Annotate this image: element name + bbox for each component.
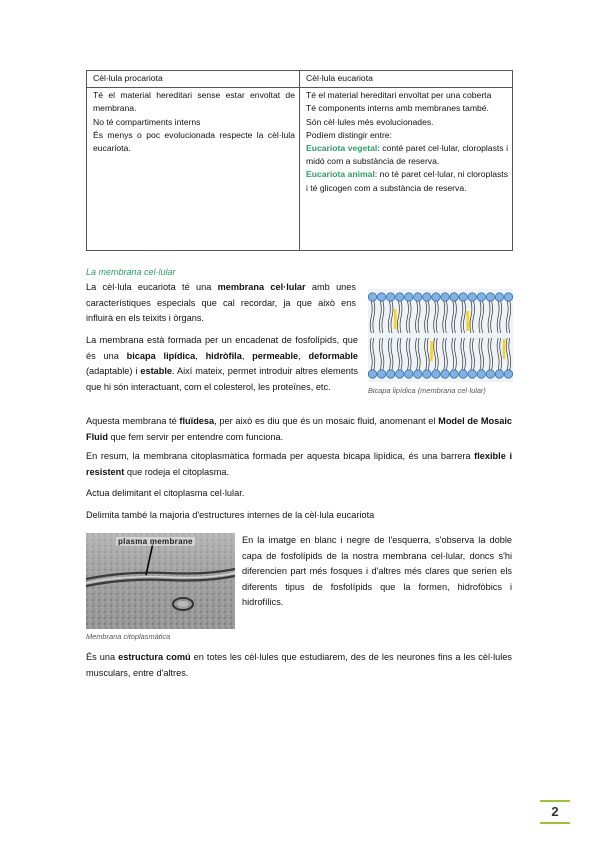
page-number-bar-bottom [540,822,570,824]
p2-text: , [298,350,309,361]
p3-text: que fem servir per entendre com funciona. [107,431,284,442]
phospholipid-head [477,370,485,378]
phospholipid-head [405,370,413,378]
paragraph-7: En la imatge en blanc i negre de l'esquerra, s'observa la doble capa de fosfolípids de la nostra membrana cel·lular, doncs s'hi diferencien part més fosques i d'altres més clares que serien els diferents tipus de fosfolípids que la formen, hidrofòbics i hidrofílics. [242,535,512,607]
p4-text: En resum, la membrana citoplasmàtica formada per aquesta bicapa lipídica, és una barrera [86,451,475,461]
p3-text: Aquesta membrana té [86,416,180,426]
micrograph-label: plasma membrane [118,537,193,546]
phospholipid-head [441,370,449,378]
page-number-bar-top [540,800,570,802]
section-title: La membrana cel·lular [86,267,176,277]
figure-1-caption: Bicapa lipídica (membrana cel·lular) [368,386,486,395]
paragraph-4 [86,449,512,480]
phospholipid-head [504,370,512,378]
phospholipid-head [377,293,385,301]
cholesterol-mark [503,339,506,359]
p2-bold: hidròfila [205,350,242,361]
p3-bold: fluïdesa [179,416,215,426]
table-header-row [87,71,513,88]
phospholipid-head [486,370,494,378]
eukaryote-line: Té components interns amb membranes també. [306,103,489,114]
phospholipid-head [405,293,413,301]
p2-text: (adaptable) i [86,366,141,376]
p4-text: que rodeja el citoplasma. [124,466,230,477]
plasma-membrane-micrograph [86,533,235,629]
phospholipid-head [432,293,440,301]
phospholipid-head [468,293,476,301]
phospholipid-head [468,370,476,378]
phospholipid-head [459,293,467,301]
p2-bold: permeable [252,350,299,361]
prokaryote-line: No té compartiments interns [93,116,201,127]
prokaryote-line: És menys o poc evolucionada respecte la cèl·lula eucariota. [93,129,295,154]
phospholipid-head [386,370,394,378]
micrograph-image [86,533,235,629]
header-prokaryote: Cèl·lula procariota [87,71,300,88]
eukaryote-line: Podíem distingir entre: [306,129,392,140]
p1-text: amb unes característiques especials que cal recordar, ja que això ens influirà en els teixits i òrgans. [86,282,356,323]
paragraph-3 [86,414,512,445]
cholesterol-mark [394,309,397,329]
p2-text: . Així mateix, permet introduir altres elements que hi són interactuant, com el colesterol, les proteïnes, etc. [86,366,358,392]
page-number: 2 [551,804,559,819]
paragraph-1 [86,280,356,327]
p3-bold: Model de Mosaic Fluid [86,416,512,442]
paragraph-8 [86,650,512,681]
p2-text: , [195,350,206,361]
phospholipid-head [377,370,385,378]
p2-bold: bicapa lipídica [126,350,196,361]
p8-text: en totes les cèl·lules que estudiarem, des de les neurones fins a les cèl·lules musculars, entre d'altres. [86,652,513,678]
paragraph-2 [86,333,358,395]
comparison-table [86,70,513,251]
phospholipid-head [450,293,458,301]
p1-bold: membrana cel·lular [217,282,306,292]
p2-bold: estable [140,366,173,376]
eukaryote-line: Són cèl·lules més evolucionades. [306,116,434,127]
phospholipid-head [368,293,376,301]
figure-2-caption: Membrana citoplasmàtica [86,632,171,641]
animal-item [306,168,508,194]
phospholipid-head [396,293,404,301]
phospholipid-head [486,293,494,301]
table-row [87,88,513,251]
phospholipid-head [414,370,422,378]
eukaryote-cell [300,88,513,251]
lipid-bilayer-illustration [368,289,513,382]
paragraph-5: Actua delimitant el citoplasma cel·lular. [86,488,245,498]
lipid-bilayer-figure [368,289,513,382]
phospholipid-head [423,293,431,301]
animal-label: Eucariota animal [306,169,375,180]
vegetal-label: Eucariota vegetal [306,143,378,154]
phospholipid-head [504,293,512,301]
phospholipid-head [396,370,404,378]
phospholipid-head [414,293,422,301]
paragraph-6: Delimita també la majoria d'estructures internes de la cèl·lula eucariota [86,510,375,520]
p1-text: La cèl·lula eucariota té una [86,282,218,292]
vegetal-text: : conté paret cel·lular, cloroplasts i midó com a substància de reserva. [306,143,509,167]
phospholipid-head [386,293,394,301]
p2-text: , [241,350,253,361]
phospholipid-head [441,293,449,301]
p8-text: És una [86,652,119,662]
prokaryote-line: Té el material hereditari sense estar envoltat de membrana. [93,90,295,114]
phospholipid-head [423,370,431,378]
animal-text: : no té paret cel·lular, ni cloroplasts i té glicogen com a substància de reserva. [306,169,508,193]
cholesterol-mark [430,341,433,361]
vegetal-item [306,142,508,168]
phospholipid-head [477,293,485,301]
p3-text: , per això es diu que és un mosaic fluid, anomenant el [214,416,439,426]
phospholipid-head [459,370,467,378]
phospholipid-head [450,370,458,378]
phospholipid-head [495,370,503,378]
p4-bold: flexible i resistent [86,451,513,477]
cholesterol-mark [466,311,469,331]
prokaryote-cell [87,88,300,251]
p2-bold: deformable [308,350,359,361]
header-eukaryote: Cèl·lula eucariota [300,71,513,88]
p2-text: La membrana està formada per un encadenat de fosfolípids, que és una [86,335,358,361]
phospholipid-head [368,370,376,378]
p8-bold: estructura comú [118,652,191,662]
phospholipid-head [432,370,440,378]
eukaryote-line: Té el material hereditari envoltat per una coberta [306,90,492,101]
phospholipid-head [495,293,503,301]
